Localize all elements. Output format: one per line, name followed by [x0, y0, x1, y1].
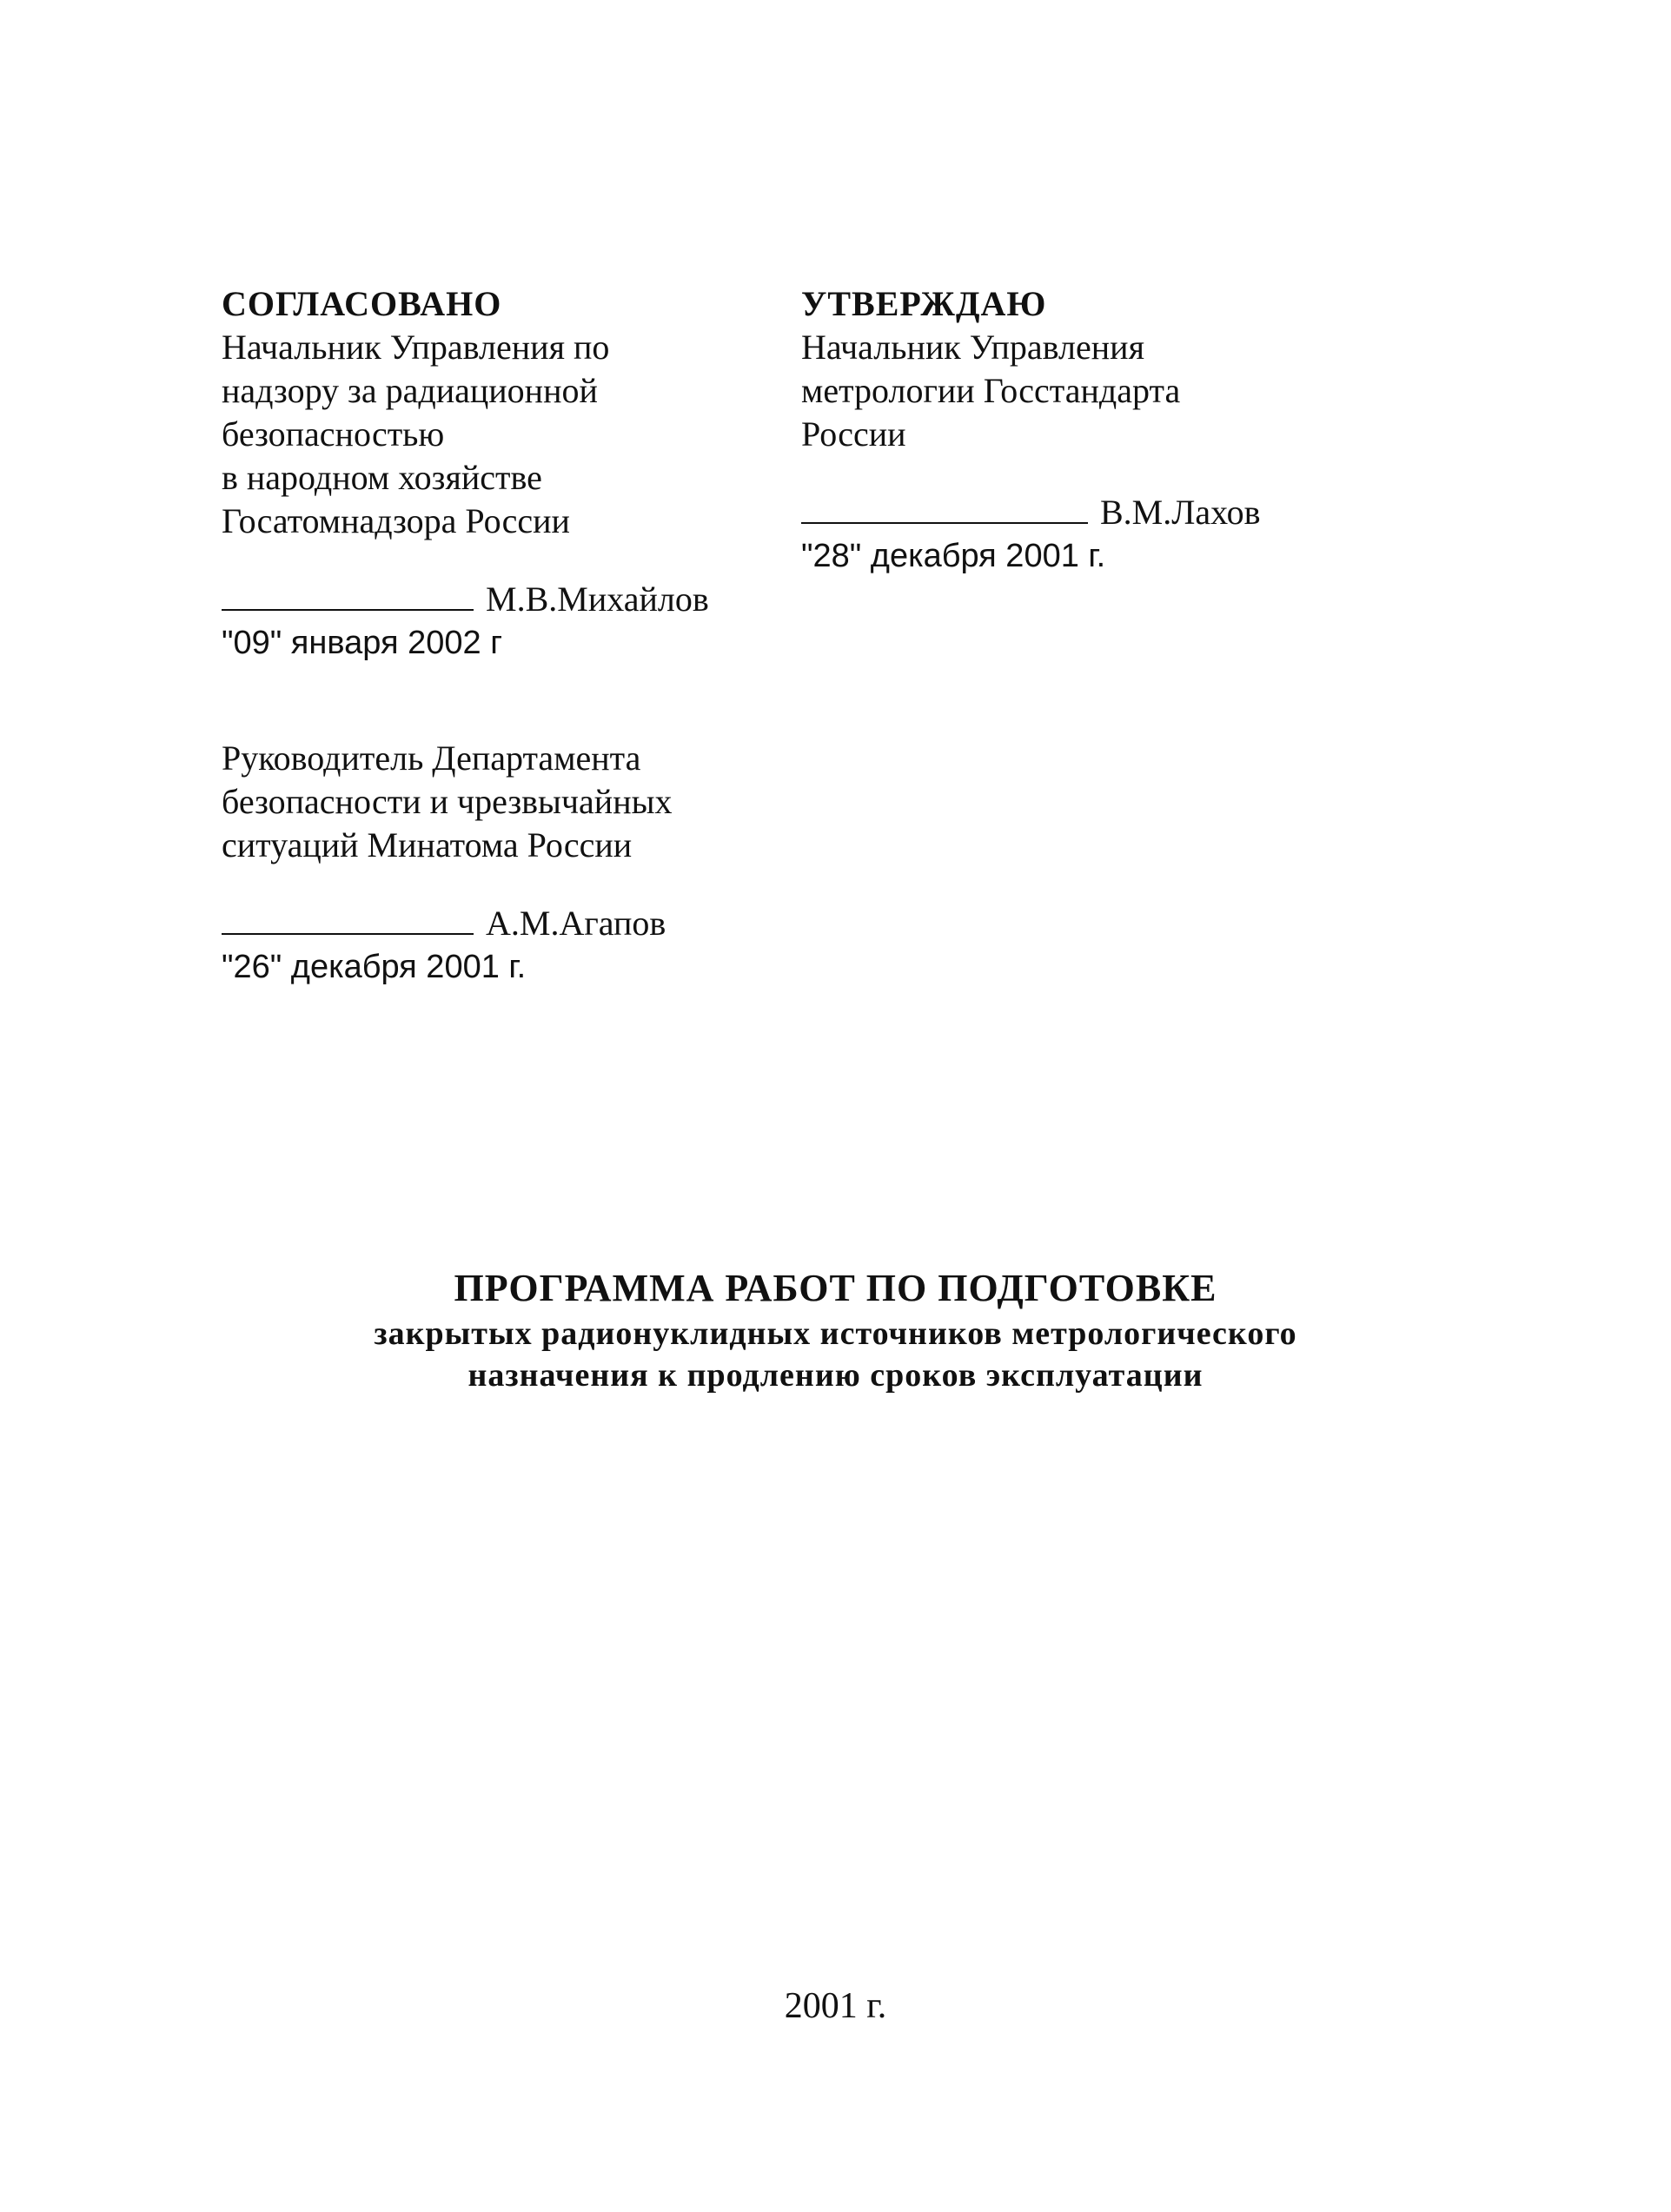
ministry-date: "26" декабря 2001 г.	[222, 949, 527, 985]
ministry-position-line: ситуаций Минатома России	[222, 825, 633, 864]
document-title-subline: закрытых радионуклидных источников метрологического	[374, 1315, 1297, 1352]
approved-heading: УТВЕРЖДАЮ	[801, 284, 1047, 323]
approved-position-line: Начальник Управления	[801, 328, 1144, 367]
approved-date: "28" декабря 2001 г.	[801, 538, 1106, 574]
approval-block-approved	[801, 282, 1261, 578]
approved-position-line: метрологии Госстандарта	[801, 371, 1181, 410]
agreed-signatory-name: М.В.Михайлов	[486, 579, 709, 619]
signature-line	[222, 909, 474, 935]
agreed-date: "09" января 2002 г	[222, 625, 503, 661]
document-title-main: ПРОГРАММА РАБОТ ПО ПОДГОТОВКЕ	[454, 1267, 1217, 1309]
approval-block-ministry	[222, 737, 672, 989]
approved-position-line: России	[801, 414, 906, 454]
agreed-position-line: безопасностью	[222, 414, 445, 454]
document-year: 2001 г.	[784, 1986, 887, 2026]
ministry-signature-row	[222, 902, 672, 945]
document-title	[0, 1264, 1671, 1396]
agreed-position-line: Начальник Управления по	[222, 328, 610, 367]
agreed-signature-row	[222, 578, 709, 621]
ministry-position-line: безопасности и чрезвычайных	[222, 782, 673, 821]
document-title-subline: назначения к продлению сроков эксплуатации	[467, 1357, 1204, 1394]
approved-signature-row	[801, 491, 1261, 534]
ministry-signatory-name: А.М.Агапов	[486, 904, 666, 943]
signature-line	[801, 498, 1088, 524]
approval-block-agreed	[222, 282, 709, 665]
agreed-heading: СОГЛАСОВАНО	[222, 284, 502, 323]
agreed-position-line: надзору за радиационной	[222, 371, 598, 410]
agreed-position-line: Госатомнадзора России	[222, 501, 570, 540]
ministry-position-line: Руководитель Департамента	[222, 738, 641, 778]
agreed-position-line: в народном хозяйстве	[222, 458, 542, 497]
signature-line	[222, 585, 474, 611]
approved-signatory-name: В.М.Лахов	[1100, 493, 1261, 532]
